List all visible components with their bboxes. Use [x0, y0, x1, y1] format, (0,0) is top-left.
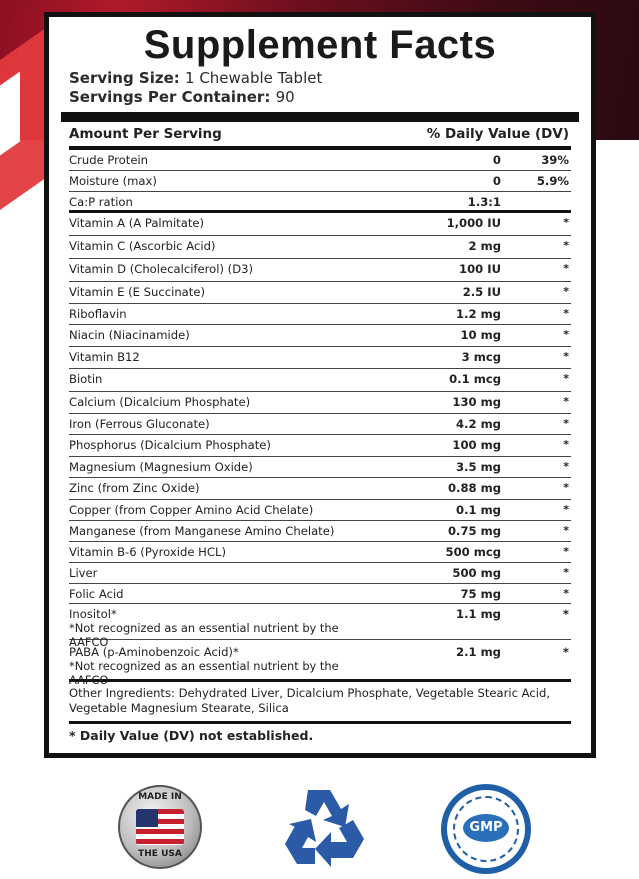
nutrient-amount: 500 mg [452, 566, 501, 580]
nutrient-name: PABA (p-Aminobenzoic Acid)* [69, 645, 239, 659]
nutrient-row [69, 347, 571, 369]
nutrient-name: Inositol* [69, 607, 117, 621]
servings-per-container-label: Servings Per Container: [69, 88, 271, 106]
nutrient-dv: * [563, 395, 569, 408]
nutrient-name: Vitamin B-6 (Pyroxide HCL) [69, 545, 226, 559]
supplement-facts-panel [44, 12, 596, 758]
nutrient-amount: 1.2 mg [456, 307, 501, 321]
recycle-icon [275, 782, 371, 872]
nutrient-name: Liver [69, 566, 98, 580]
nutrient-amount: 0.1 mcg [449, 372, 501, 386]
nutrient-name: Copper (from Copper Amino Acid Chelate) [69, 503, 314, 517]
nutrient-amount: 1,000 IU [446, 216, 501, 230]
nutrient-amount: 2.1 mg [456, 645, 501, 659]
nutrient-table [69, 150, 571, 604]
nutrient-name: Crude Protein [69, 153, 149, 167]
nutrient-amount: 75 mg [460, 587, 501, 601]
nutrient-name: Magnesium (Magnesium Oxide) [69, 460, 253, 474]
servings-per-container [69, 88, 571, 107]
nutrient-dv [501, 192, 571, 195]
nutrient-row [69, 478, 571, 500]
serving-size-label: Serving Size: [69, 69, 180, 87]
nutrient-row [69, 500, 571, 521]
nutrient-row-paba [69, 640, 571, 687]
nutrient-name: Moisture (max) [69, 174, 157, 188]
nutrient-dv: * [563, 372, 569, 385]
nutrient-dv: * [563, 524, 569, 537]
nutrient-dv: * [563, 350, 569, 363]
gmp-badge [441, 784, 531, 874]
nutrient-row [69, 150, 571, 171]
nutrient-name: Vitamin B12 [69, 350, 140, 364]
nutrient-name: Biotin [69, 372, 103, 386]
nutrient-amount: 3 mcg [461, 350, 501, 364]
nutrient-dv: * [563, 587, 569, 600]
header-daily-value: % Daily Value (DV) [426, 126, 569, 142]
nutrient-name: Zinc (from Zinc Oxide) [69, 481, 200, 495]
nutrient-row [69, 392, 571, 414]
nutrient-name: Iron (Ferrous Gluconate) [69, 417, 210, 431]
nutrient-name: Phosphorus (Dicalcium Phosphate) [69, 438, 271, 452]
nutrient-row [69, 457, 571, 478]
nutrient-dv: * [563, 417, 569, 430]
nutrient-row [69, 282, 571, 304]
footnote: * Daily Value (DV) not established. [69, 728, 314, 743]
nutrient-amount: 100 mg [452, 438, 501, 452]
nutrient-dv: * [562, 607, 569, 621]
nutrient-row [69, 521, 571, 542]
nutrient-row [69, 563, 571, 584]
nutrient-name: Vitamin E (E Succinate) [69, 285, 205, 299]
nutrient-row [69, 325, 571, 347]
nutrient-dv: * [563, 262, 569, 275]
nutrient-row-inositol [69, 604, 571, 649]
servings-per-container-value: 90 [275, 88, 295, 106]
nutrient-amount: 10 mg [460, 328, 501, 342]
nutrient-row [69, 304, 571, 325]
nutrient-row [69, 369, 571, 392]
nutrient-note: *Not recognized as an essential nutrient by the AAFCO [69, 659, 339, 687]
nutrient-dv: 5.9% [536, 174, 569, 188]
nutrient-amount: 2.5 IU [462, 285, 501, 299]
nutrient-amount: 500 mcg [445, 545, 501, 559]
serving-size [69, 69, 571, 88]
nutrient-dv: * [563, 216, 569, 229]
nutrient-dv: * [563, 503, 569, 516]
made-in-usa-badge [118, 785, 202, 869]
nutrient-dv: * [563, 285, 569, 298]
nutrient-dv: * [563, 481, 569, 494]
nutrient-amount: 0.1 mg [456, 503, 501, 517]
nutrient-name: Manganese (from Manganese Amino Chelate) [69, 524, 335, 538]
nutrient-row [69, 236, 571, 259]
us-flag-icon [136, 809, 184, 845]
nutrient-name: Vitamin A (A Palmitate) [69, 216, 205, 230]
nutrient-row [69, 435, 571, 457]
nutrient-row [69, 213, 571, 236]
nutrient-amount: 130 mg [452, 395, 501, 409]
nutrient-amount: 100 IU [459, 262, 501, 276]
nutrient-dv: * [563, 566, 569, 579]
nutrient-amount: 0.88 mg [447, 481, 501, 495]
nutrient-dv: * [563, 545, 569, 558]
nutrient-name: Riboflavin [69, 307, 127, 321]
nutrient-name: Vitamin D (Cholecalciferol) (D3) [69, 262, 254, 276]
nutrient-amount: 0 [492, 174, 501, 188]
nutrient-dv: * [563, 328, 569, 341]
panel-title: Supplement Facts [143, 23, 497, 67]
nutrient-dv: * [563, 239, 569, 252]
badge-usa-top-text: MADE IN [138, 792, 182, 802]
nutrient-amount: 0.75 mg [447, 524, 501, 538]
nutrient-row [69, 414, 571, 435]
nutrient-name: Niacin (Niacinamide) [69, 328, 190, 342]
nutrient-row [69, 584, 571, 604]
thick-divider [61, 112, 579, 122]
nutrient-row [69, 542, 571, 563]
nutrient-dv: * [563, 438, 569, 451]
nutrient-amount: 4.2 mg [456, 417, 501, 431]
serving-size-value: 1 Chewable Tablet [185, 69, 323, 87]
other-ingredients: Other Ingredients: Dehydrated Liver, Dicalcium Phosphate, Vegetable Stearic Acid, Vegetable Magnesium Stearate, Silica [69, 682, 571, 724]
nutrient-amount: 1.3:1 [467, 195, 501, 209]
badge-usa-bottom-text: THE USA [138, 849, 182, 859]
table-header [69, 122, 571, 150]
nutrient-name: Ca:P ration [69, 195, 133, 209]
nutrient-note: *Not recognized as an essential nutrient by the AAFCO [69, 621, 339, 649]
nutrient-name: Calcium (Dicalcium Phosphate) [69, 395, 251, 409]
header-amount: Amount Per Serving [69, 126, 222, 142]
nutrient-amount: 1.1 mg [456, 607, 501, 621]
nutrient-row [69, 171, 571, 192]
gmp-text: GMP [463, 814, 509, 842]
nutrient-dv: 39% [541, 153, 569, 167]
nutrient-dv: * [563, 460, 569, 473]
nutrient-row [69, 259, 571, 282]
nutrient-amount: 0 [492, 153, 501, 167]
nutrient-row [69, 192, 571, 213]
nutrient-dv: * [563, 307, 569, 320]
nutrient-name: Vitamin C (Ascorbic Acid) [69, 239, 216, 253]
nutrient-amount: 2 mg [468, 239, 501, 253]
nutrient-amount: 3.5 mg [456, 460, 501, 474]
nutrient-dv: * [562, 645, 569, 659]
nutrient-name: Folic Acid [69, 587, 124, 601]
